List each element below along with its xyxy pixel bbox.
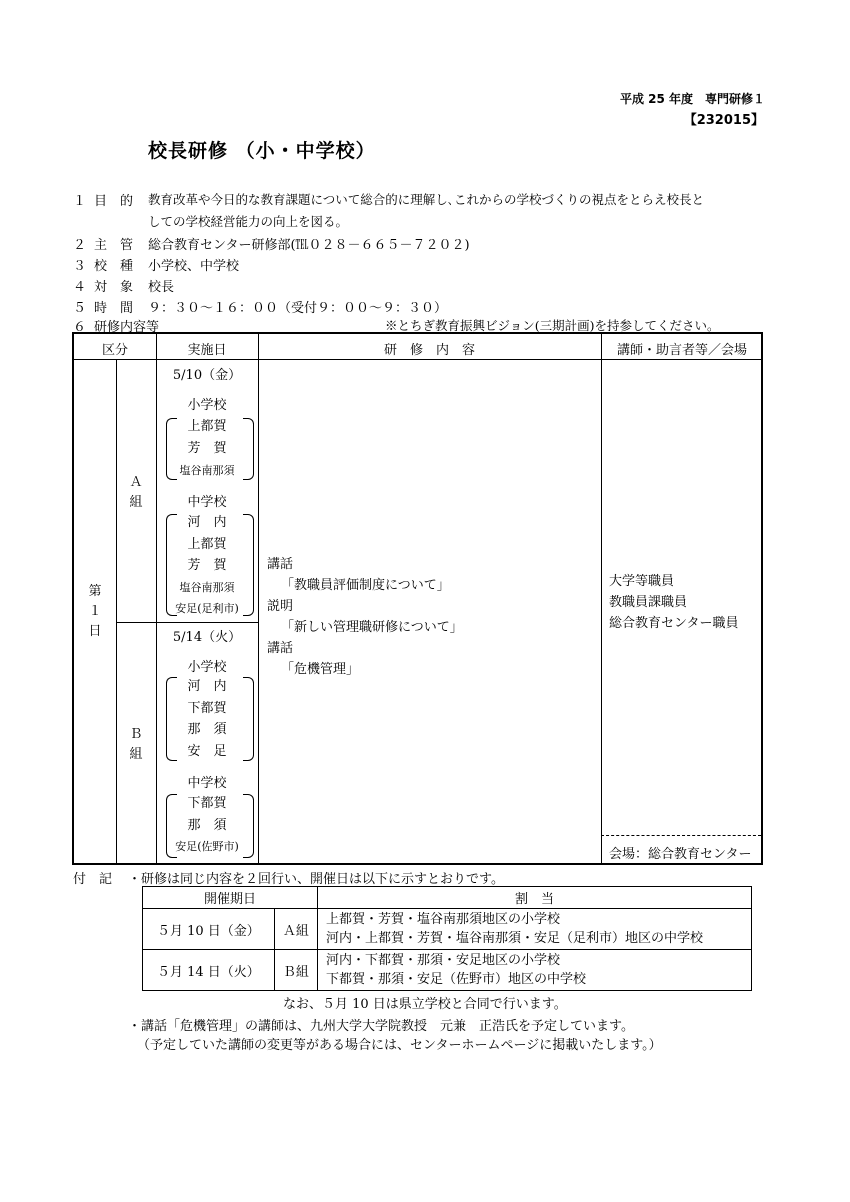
page-title: 校長研修 （小・中学校） [148,140,376,162]
row-a-group: Ａ組 [274,909,317,950]
a-mid-list: 河 内 上都賀 芳 賀 塩谷南那須 安足(足利市) [175,515,239,615]
sub-header-assign: 割 当 [318,887,752,909]
date-a: 5/10（金） [172,368,242,383]
a-elem-list: 上都賀 芳 賀 塩谷南那須 [179,419,235,477]
row-b-group: Ｂ組 [274,950,317,991]
item-label: 校 種 [94,259,134,274]
notes-label: 付 記 [73,872,113,887]
mid-school-label: 中学校 [187,495,227,510]
item-number: ３ [73,259,87,274]
mid-school-label: 中学校 [187,776,227,791]
year-course-label: 平成 25 年度 専門研修１ [619,92,765,106]
group-a-label: Ａ 組 [129,475,143,510]
header-content: 研 修 内 容 [383,343,475,358]
row-b-date: ５月 14 日（火） [143,950,275,991]
host-text: 総合教育センター研修部(℡０２８－６６５－７２０２) [148,238,470,253]
item-number: ５ [73,301,87,316]
purpose-text: しての学校経営能力の向上を図る。 [148,214,349,229]
header-lecturer: 講師・助言者等／会場 [616,343,747,358]
b-elem-list: 河 内 下都賀 那 須 安 足 [187,679,227,759]
b-mid-list: 下都賀 那 須 安足(佐野市) [175,796,239,853]
item-number: １ [73,194,87,209]
target-text: 校長 [148,280,175,295]
item-label: 主 管 [94,238,134,253]
sub-header-date: 開催期日 [143,887,318,909]
row-a-assign: 上都賀・芳賀・塩谷南那須地区の小学校 河内・上都賀・芳賀・塩谷南那須・安足（足利市）地区の中学校 [318,909,752,950]
course-code: 【232015】 [683,113,764,128]
content-note: ※とちぎ教育振興ビジョン(三期計画)を持参してください。 [385,318,720,333]
purpose-text: 教育改革や今日的な教育課題について総合的に理解し､これからの学校づくりの視点をとらえ校長と [148,192,705,207]
header-division: 区分 [101,343,128,358]
header-date: 実施日 [187,343,227,358]
row-b-assign: 河内・下都賀・那須・安足地区の小学校 下都賀・那須・安足（佐野市）地区の中学校 [318,950,752,991]
note-1: ・研修は同じ内容を２回行い、開催日は以下に示すとおりです。 [128,872,504,887]
schedule-sub-table [142,886,752,991]
day-label: 第 １ 日 [88,584,102,639]
item-label: 時 間 [94,301,134,316]
schedule-table [72,332,763,865]
note-2: ・講話「危機管理」の講師は、九州大学大学院教授 元兼 正浩氏を予定しています。 [128,1019,634,1034]
item-number: ４ [73,280,87,295]
venue: 会場：総合教育センター [609,847,752,862]
date-b: 5/14（火） [172,630,242,645]
group-b-label: Ｂ 組 [129,727,143,762]
elem-school-label: 小学校 [187,660,227,675]
lecturers: 大学等職員 教職員課職員 総合教育センター職員 [609,574,739,631]
item-label: 目 的 [94,194,134,209]
item-label: 対 象 [94,280,134,295]
item-number: ６ [73,320,87,335]
training-content: 講話 「教職員評価制度について」 説明 「新しい管理職研修について」 講話 「危機管理」 [267,557,463,677]
elem-school-label: 小学校 [187,398,227,413]
time-text: ９：３０～１６：００（受付９：００～９：３０） [148,301,448,316]
note-3: （予定していた講師の変更等がある場合には、センターホームページに掲載いたします。） [137,1038,662,1053]
joint-note: なお、５月 10 日は県立学校と合同で行います。 [283,997,567,1012]
school-type-text: 小学校、中学校 [148,259,240,274]
row-a-date: ５月 10 日（金） [143,909,275,950]
item-label: 研修内容等 [94,320,160,335]
item-number: ２ [73,238,87,253]
